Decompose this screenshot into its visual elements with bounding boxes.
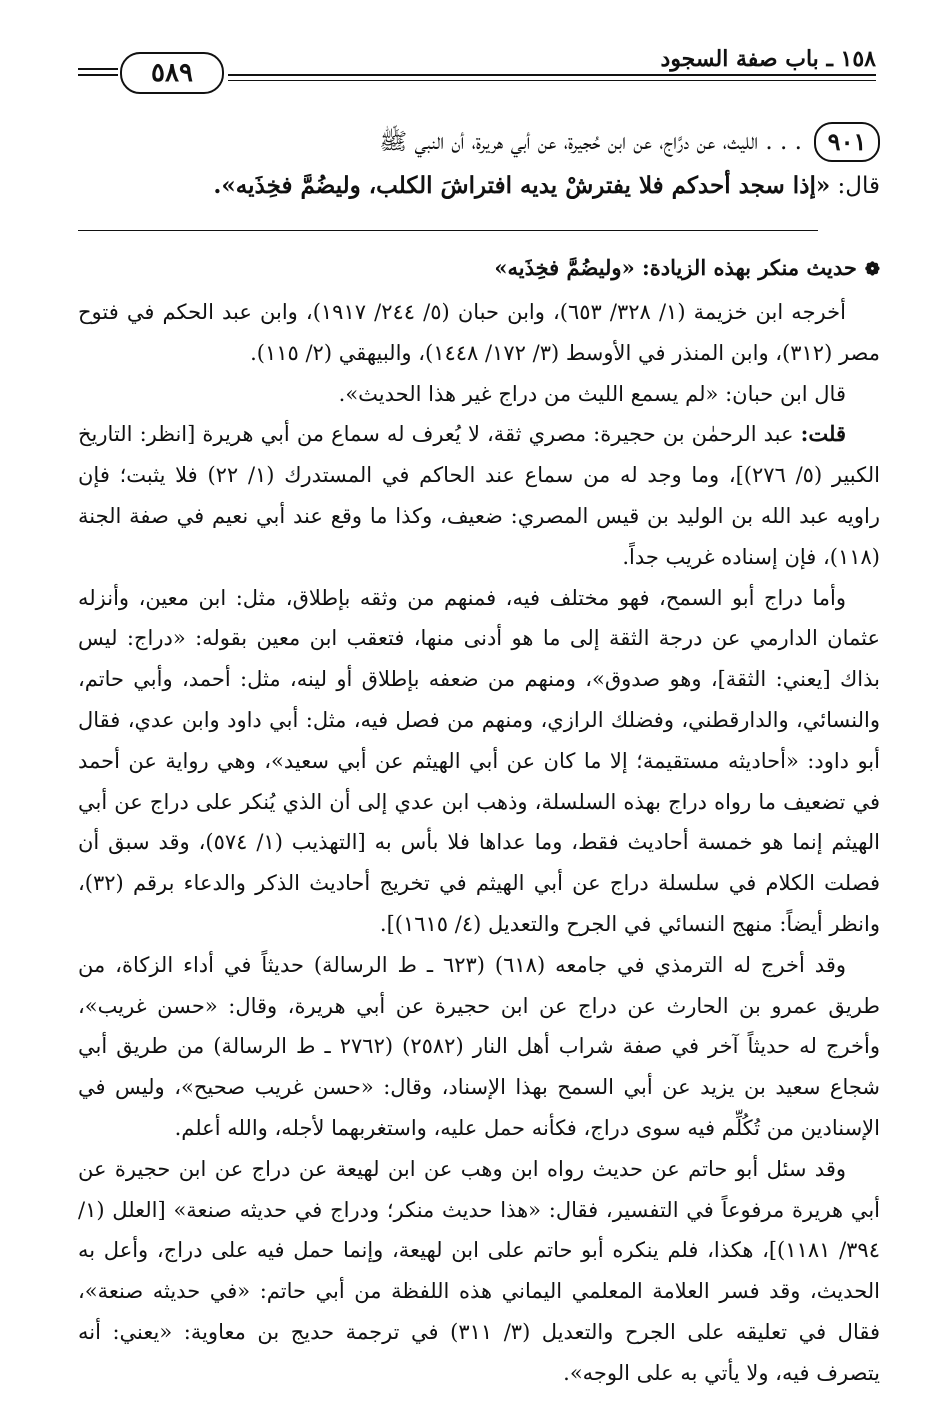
section-divider bbox=[78, 230, 818, 231]
paragraph: وقد سئل أبو حاتم عن حديث رواه ابن وهب عن ابن لهيعة عن دراج عن ابن حجيرة عن أبي هريرة مرفوعاً في التفسير، فقال: «هذا حديث منكر؛ ودراج في حديثه صنعة» [العلل (١/ ٣٩٤/ ١١٨١)]، هكذا، فلم ينكره أبو حاتم على ابن لهيعة، وإنما حمل فيه على دراج، وأعل به الحديث، وقد فسر العلامة المعلمي اليماني هذه اللفظة من أبي حاتم: «في حديثه صنعة»، فقال في تعليقه على الجرح والتعديل (٣/ ٣١١) في ترجمة حديج بن معاوية: «يعني: أنه يتصرف فيه، ولا يأتي به على الوجه». bbox=[78, 1156, 880, 1385]
hadith-chain-line bbox=[78, 120, 880, 164]
hadith-grade bbox=[78, 246, 880, 292]
header-rule bbox=[228, 80, 876, 81]
header-rule bbox=[228, 74, 876, 76]
page-header bbox=[78, 44, 876, 104]
header-ornament-line bbox=[78, 68, 118, 70]
hadith-text-line bbox=[78, 164, 880, 208]
paragraph: قلت: عبد الرحمٰن بن حجيرة: مصري ثقة، لا يُعرف له سماع من أبي هريرة [انظر: التاريخ الكبير (٥/ ٢٧٦)]، وما وجد له من سماع عند الحاكم في المستدرك (١/ ٢٢) فلا يثبت؛ فإن راويه عبد الله بن الوليد بن قيس المصري: ضعيف، وكذا ما وقع عند أبي نعيم في صفة الجنة (١١٨)، فإن إسناده غريب جداً. bbox=[78, 421, 880, 569]
header-ornament-line bbox=[78, 74, 118, 76]
chapter-title: ١٥٨ ـ باب صفة السجود bbox=[651, 46, 876, 72]
hadith-grade-text: حديث منكر بهذه الزيادة: «وليضُمَّ فخِذَيه» bbox=[494, 255, 857, 280]
hadith-text: «إذا سجد أحدكم فلا يفترشْ يديه افتراشَ الكلب، وليضُمَّ فخِذَيه». bbox=[213, 172, 831, 199]
hadith-said-label: قال: bbox=[837, 173, 880, 199]
paragraph: وأما دراج أبو السمح، فهو مختلف فيه، فمنهم من وثقه بإطلاق، مثل: ابن معين، وأنزله عثمان الدارمي عن درجة الثقة إلى ما هو أدنى منها، فتعقب ابن معين بقوله: «دراج: ليس بذاك [يعني: الثقة]، وهو صدوق»، ومنهم من ضعفه بإطلاق أو لينه، مثل: أحمد، وأبي حاتم، والنسائي، والدارقطني، وفضلك الرازي، ومنهم من فصل فيه، مثل: أبي داود وابن عدي، فقال أبو داود: «أحاديثه مستقيمة؛ إلا ما كان عن أبي الهيثم عن أبي سعيد»، وهي رواية عن أحمد في تضعيف ما رواه دراج بهذه السلسلة، وذهب ابن عدي إلى أن الذي يُنكر على دراج عن أبي الهيثم إنما هو خمسة أحاديث فقط، وما عداها فلا بأس به [التهذيب (١/ ٥٧٤)، وقد سبق أن فصلت الكلام في سلسلة دراج عن أبي الهيثم في تخريج أحاديث الذكر والدعاء برقم (٣٢)، وانظر أيضاً: منهج النسائي في الجرح والتعديل (٤/ ١٦١٥)]. bbox=[78, 585, 880, 936]
page-number: ٥٨٩ bbox=[120, 52, 224, 94]
commentary bbox=[78, 246, 880, 1394]
paragraph: قال ابن حبان: «لم يسمع الليث من دراج غير هذا الحديث». bbox=[338, 381, 846, 406]
hadith-block bbox=[78, 120, 880, 208]
paragraph: وقد أخرج له الترمذي في جامعه (٦١٨) (٦٢٣ ـ ط الرسالة) حديثاً في أداء الزكاة، من طريق عمرو بن الحارث عن دراج عن ابن حجيرة عن أبي هريرة، وقال: «حسن غريب»، وأخرج له حديثاً آخر في صفة شراب أهل النار (٢٥٨٢) (٢٧٦٢ ـ ط الرسالة) من طريق أبي شجاع سعيد بن يزيد عن أبي السمح بهذا الإسناد، وقال: «حسن غريب صحيح»، وليس في الإسنادين من تُكُلِّم فيه سوى دراج، فكأنه حمل عليه، واستغربهما لأجله، والله أعلم. bbox=[78, 952, 881, 1140]
hadith-chain: . . . الليث، عن درَّاج، عن ابن حُجيرة، عن أبي هريرة، أن النبي ﷺ bbox=[379, 129, 802, 155]
paragraph: أخرجه ابن خزيمة (١/ ٣٢٨/ ٦٥٣)، وابن حبان (٥/ ٢٤٤/ ١٩١٧)، وابن عبد الحكم في فتوح مصر (٣١٢)، وابن المنذر في الأوسط (٣/ ١٧٢/ ١٤٤٨)، والبيهقي (٢/ ١١٥). bbox=[78, 300, 880, 365]
hadith-number: ٩٠١ bbox=[814, 122, 880, 162]
flower-bullet-icon: ❁ bbox=[864, 259, 880, 280]
